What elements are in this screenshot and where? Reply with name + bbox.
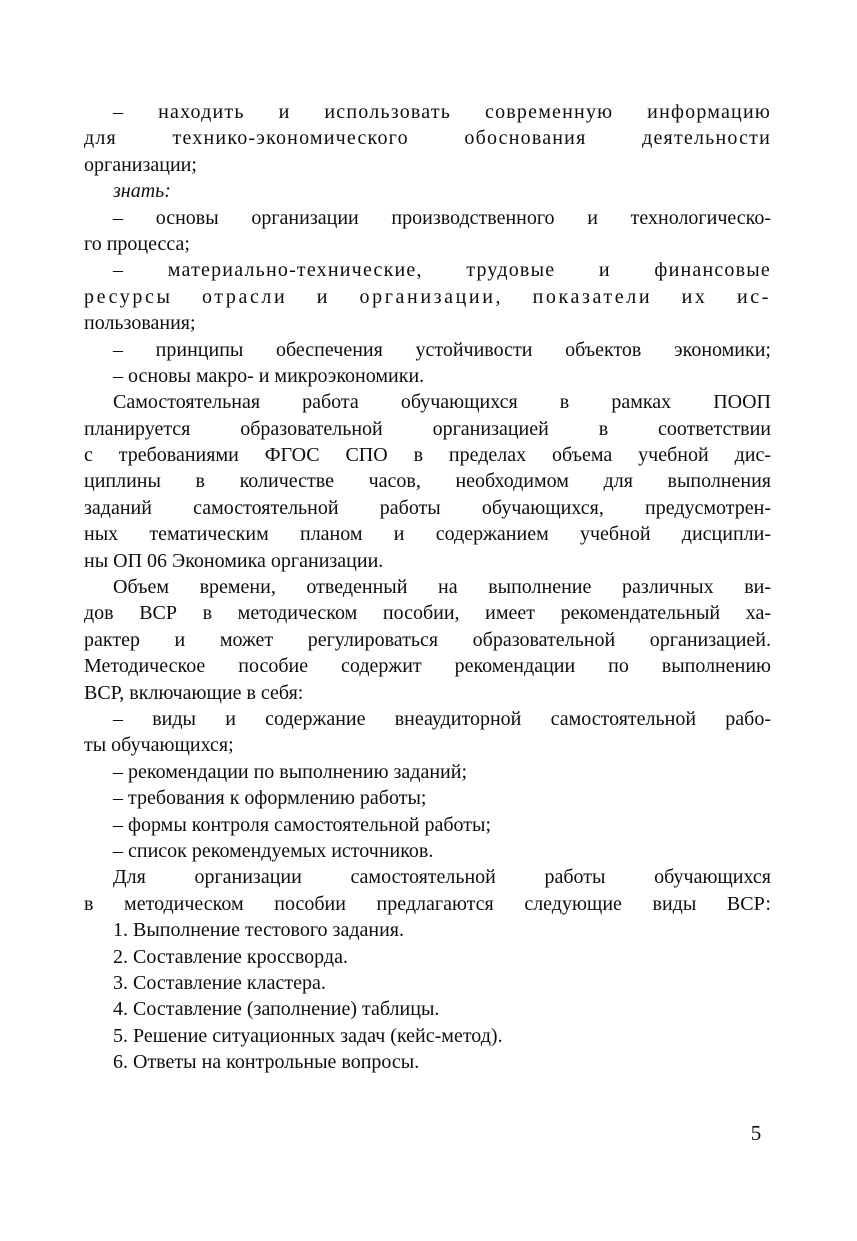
text-line: ны ОП 06 Экономика организации. bbox=[84, 549, 384, 572]
text-line: пользования; bbox=[84, 312, 196, 335]
text-line: 4. Составление (заполнение) таблицы. bbox=[113, 998, 440, 1021]
text-line: – виды и содержание внеаудиторной самостоятельной рабо- bbox=[113, 707, 771, 730]
text-line: – основы макро- и микроэкономики. bbox=[113, 364, 425, 387]
text-line: заданий самостоятельной работы обучающихся, предусмотрен- bbox=[84, 496, 771, 519]
text-line: – находить и использовать современную информацию bbox=[113, 101, 771, 123]
text-line: 5. Решение ситуационных задач (кейс-метод). bbox=[113, 1024, 503, 1047]
text-line: организации; bbox=[84, 153, 197, 176]
text-line: с требованиями ФГОС СПО в пределах объема учебной дис- bbox=[84, 444, 771, 467]
text-line: Методическое пособие содержит рекомендации по выполнению bbox=[84, 655, 771, 678]
text-line: ВСР, включающие в себя: bbox=[84, 681, 304, 704]
text-line: 2. Составление кроссворда. bbox=[113, 945, 348, 968]
text-block bbox=[84, 99, 771, 1075]
text-line: 1. Выполнение тестового задания. bbox=[113, 919, 404, 942]
text-line: – материально-технические, трудовые и финансовые bbox=[113, 259, 771, 282]
text-line: – рекомендации по выполнению заданий; bbox=[113, 760, 468, 783]
text-line: ресурсы отрасли и организации, показатели их ис- bbox=[84, 285, 771, 308]
text-line: – основы организации производственного и технологическо- bbox=[113, 206, 771, 229]
text-line: знать: bbox=[113, 180, 171, 203]
text-line: го процесса; bbox=[84, 232, 190, 255]
text-line: Самостоятельная работа обучающихся в рамках ПООП bbox=[113, 391, 771, 414]
text-line: 3. Составление кластера. bbox=[113, 971, 326, 994]
text-line: в методическом пособии предлагаются следующие виды ВСР: bbox=[84, 892, 771, 915]
text-line: циплины в количестве часов, необходимом для выполнения bbox=[84, 470, 771, 493]
text-line: дов ВСР в методическом пособии, имеет рекомендательный ха- bbox=[84, 602, 771, 625]
page-number: 5 bbox=[750, 1121, 762, 1145]
text-line: планируется образовательной организацией в соответствии bbox=[84, 417, 771, 440]
text-line: рактер и может регулироваться образовательной организацией. bbox=[84, 628, 771, 651]
text-line: – формы контроля самостоятельной работы; bbox=[113, 813, 492, 836]
text-line: 6. Ответы на контрольные вопросы. bbox=[113, 1051, 420, 1074]
text-line: ных тематическим планом и содержанием учебной дисципли- bbox=[84, 523, 771, 546]
text-line: Для организации самостоятельной работы обучающихся bbox=[113, 866, 771, 889]
text-line: Объем времени, отведенный на выполнение различных ви- bbox=[113, 576, 771, 599]
text-line: – принципы обеспечения устойчивости объектов экономики; bbox=[113, 338, 771, 361]
text-line: – список рекомендуемых источников. bbox=[113, 839, 434, 862]
text-line: для технико-экономического обоснования деятельности bbox=[84, 127, 771, 150]
text-line: ты обучающихся; bbox=[84, 734, 234, 757]
text-line: – требования к оформлению работы; bbox=[113, 787, 427, 810]
